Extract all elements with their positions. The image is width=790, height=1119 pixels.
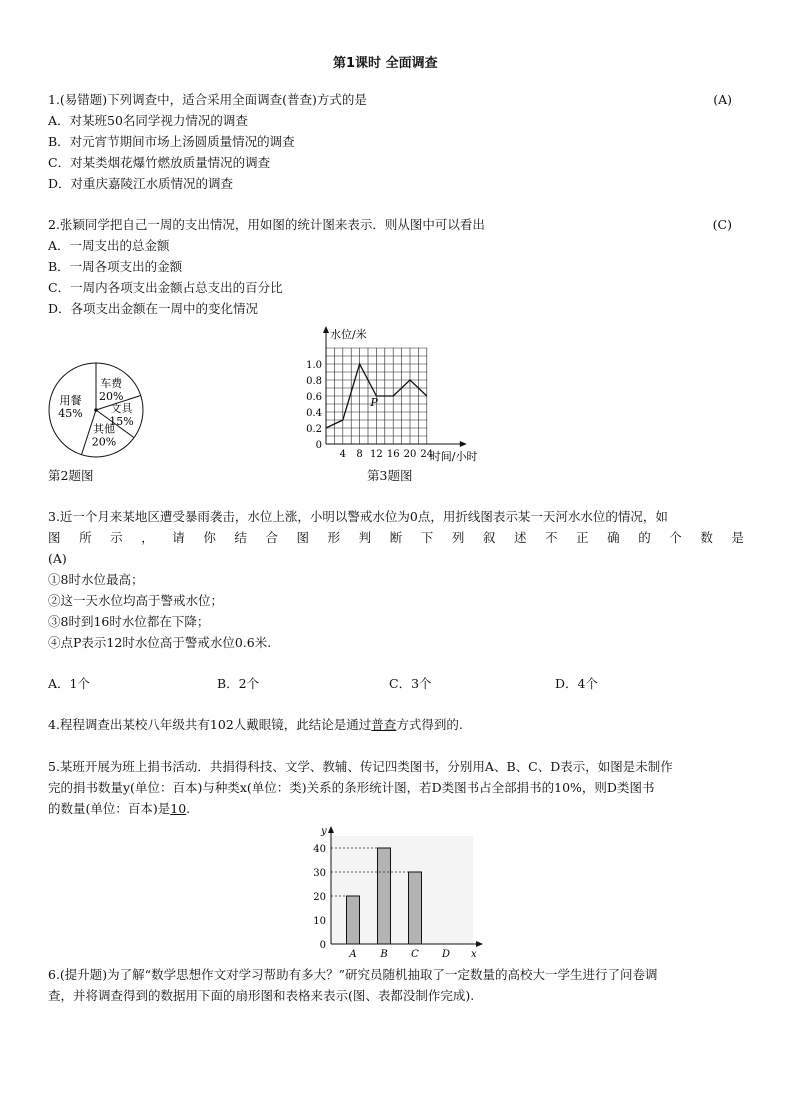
y-tick-label: 0.6 [306, 392, 322, 403]
pie-value-label: 20% [98, 390, 124, 404]
x-tick-label: 24 [420, 449, 434, 460]
q4-text [48, 715, 463, 735]
q5-line3-before: 的数量(单位：百本)是 [48, 801, 171, 816]
q5-line3-after: . [186, 801, 191, 816]
x-tick-label: 12 [370, 449, 383, 460]
q2-option-a: A．一周支出的总金额 [48, 238, 170, 253]
pie-label: 文具 [110, 402, 133, 416]
q2-option-d: D．各项支出金额在一周中的变化情况 [48, 301, 259, 316]
q2-answer: (C) [712, 217, 732, 232]
page-title: 第1课时 全面调查 [333, 56, 438, 71]
q1-option-c: C．对某类烟花爆竹燃放质量情况的调查 [48, 155, 271, 170]
q1-answer: (A) [713, 92, 732, 107]
pie-value-label: 15% [109, 415, 134, 429]
q3-line2-char: 形 [327, 530, 341, 545]
q3-line2-char: 的 [638, 530, 651, 545]
y-tick-label: 30 [313, 868, 326, 879]
q3-option-a: A．1个 [48, 676, 90, 691]
bar-B [378, 848, 391, 944]
q3-line2-char: 列 [451, 530, 465, 545]
y-tick-label: 20 [313, 892, 326, 903]
point-p-label: P [370, 396, 378, 409]
q3-line2-char: 确 [607, 530, 620, 545]
y-axis-arrow [323, 326, 329, 333]
y-axis-label: y [321, 826, 327, 837]
q5-line1: 5.某班开展为班上捐书活动．共捐得科技、文学、教辅、传记四类图书，分别用A、B、C、D表示，如图是未制作 [48, 759, 673, 774]
y-tick-label: 0.2 [306, 424, 322, 435]
q3-statement-1: ①8时水位最高； [48, 572, 144, 587]
q4-answer: 普查 [371, 717, 397, 732]
pie-value-label: 20% [91, 435, 117, 449]
q3-line2-char: 你 [203, 530, 216, 545]
q3-caption: 第3题图 [367, 468, 413, 483]
water-level-chart [306, 318, 490, 466]
q2-caption: 第2题图 [48, 468, 94, 483]
pie-value-label: 45% [58, 406, 83, 420]
q6-line2: 查，并将调查得到的数据用下面的扇形图和表格来表示(图、表都没制作完成). [48, 988, 475, 1003]
x-axis-arrow [476, 941, 483, 947]
y-axis-arrow [328, 826, 334, 833]
q6-line1: 6.(提升题)为了解“数学思想作文对学习帮助有多大？”研究员随机抽取了一定数量的高校大一学生进行了问卷调 [48, 967, 658, 982]
q3-line2-char: 数 [700, 530, 713, 545]
y-axis-label: 水位/米 [330, 328, 367, 341]
q3-line2-char: 所 [79, 530, 92, 545]
q3-line1: 3.近一个月来某地区遭受暴雨袭击，水位上涨，小明以警戒水位为0点，用折线图表示某一天河水水位的情况，如 [48, 509, 668, 524]
q1-stem: 1.(易错题)下列调查中，适合采用全面调查(普查)方式的是 [48, 92, 367, 107]
pie-label: 车费 [100, 377, 123, 391]
q3-line2-char: 个 [669, 530, 682, 545]
pie-label: 其他 [92, 422, 115, 436]
q3-line2-char: 不 [545, 530, 558, 545]
q5-answer: 10 [170, 801, 187, 816]
y-tick-label: 0.4 [306, 408, 322, 419]
q3-line2-char: 下 [420, 530, 434, 545]
x-tick-label: 20 [403, 449, 417, 460]
y-tick-label: 0 [319, 940, 326, 951]
x-category-label: C [411, 949, 419, 960]
x-category-label: A [349, 949, 357, 960]
q3-line2-char: 图 [296, 530, 310, 545]
q3-line2-char: 请 [172, 530, 185, 545]
q3-option-c: C．3个 [389, 676, 432, 691]
x-axis-label: 时间/小时 [429, 450, 478, 463]
pie-chart [44, 360, 154, 460]
q3-option-d: D．4个 [555, 676, 598, 691]
q2-stem: 2.张颖同学把自己一周的支出情况，用如图的统计图来表示．则从图中可以看出 [48, 217, 485, 232]
q2-option-b: B．一周各项支出的金额 [48, 259, 183, 274]
q3-statement-4: ④点P表示12时水位高于警戒水位0.6米. [48, 635, 272, 650]
q5-line2: 完的捐书数量y(单位：百本)与种类x(单位：类)关系的条形统计图，若D类图书占全部捐书的10%，则D类图书 [48, 780, 655, 795]
x-category-label: D [441, 949, 451, 960]
q4-before: 4.程程调查出某校八年级共有102人戴眼镜，此结论是通过 [48, 717, 372, 732]
q2-option-c: C．一周内各项支出金额占总支出的百分比 [48, 280, 283, 295]
q1-option-a: A．对某班50名同学视力情况的调查 [48, 113, 248, 128]
q1-option-b: B．对元宵节期间市场上汤圆质量情况的调查 [48, 134, 295, 149]
q3-line2-char: 叙 [482, 530, 496, 545]
x-axis-label: x [471, 949, 477, 960]
book-bar-chart [305, 818, 485, 958]
y-tick-label: 10 [313, 916, 326, 927]
x-tick-label: 4 [339, 449, 346, 460]
x-axis-arrow [460, 441, 467, 447]
q3-statement-3: ③8时到16时水位都在下降； [48, 614, 210, 629]
q3-line2-char: 述 [513, 530, 527, 545]
q3-line2-char: 结 [234, 530, 247, 545]
q4-after: 方式得到的. [396, 717, 463, 732]
q1-option-d: D．对重庆嘉陵江水质情况的调查 [48, 176, 234, 191]
q3-line2-char: ， [141, 530, 154, 545]
q3-line2-char: 图 [48, 530, 61, 545]
x-tick-label: 16 [386, 449, 400, 460]
pie-center [94, 408, 98, 412]
q3-line2-char: 断 [389, 530, 403, 545]
x-category-label: B [380, 949, 388, 960]
q3-line2-char: 是 [731, 530, 744, 545]
y-tick-label: 0.8 [306, 376, 322, 387]
q3-line2 [48, 528, 744, 548]
q3-line2-char: 示 [110, 530, 123, 545]
y-tick-label: 0 [315, 440, 322, 451]
y-tick-label: 40 [313, 844, 326, 855]
q3-line2-char: 正 [576, 530, 589, 545]
q3-option-b: B．2个 [217, 676, 260, 691]
q5-line3 [48, 799, 190, 819]
bar-A [347, 896, 360, 944]
q3-line2-char: 合 [265, 530, 278, 545]
x-tick-label: 8 [356, 449, 363, 460]
q3-line2-char: 判 [358, 530, 372, 545]
y-tick-label: 1.0 [306, 360, 322, 371]
q3-answer: (A) [48, 551, 67, 566]
pie-label: 用餐 [59, 393, 82, 407]
bar-C [409, 872, 422, 944]
q3-statement-2: ②这一天水位均高于警戒水位； [48, 593, 224, 608]
